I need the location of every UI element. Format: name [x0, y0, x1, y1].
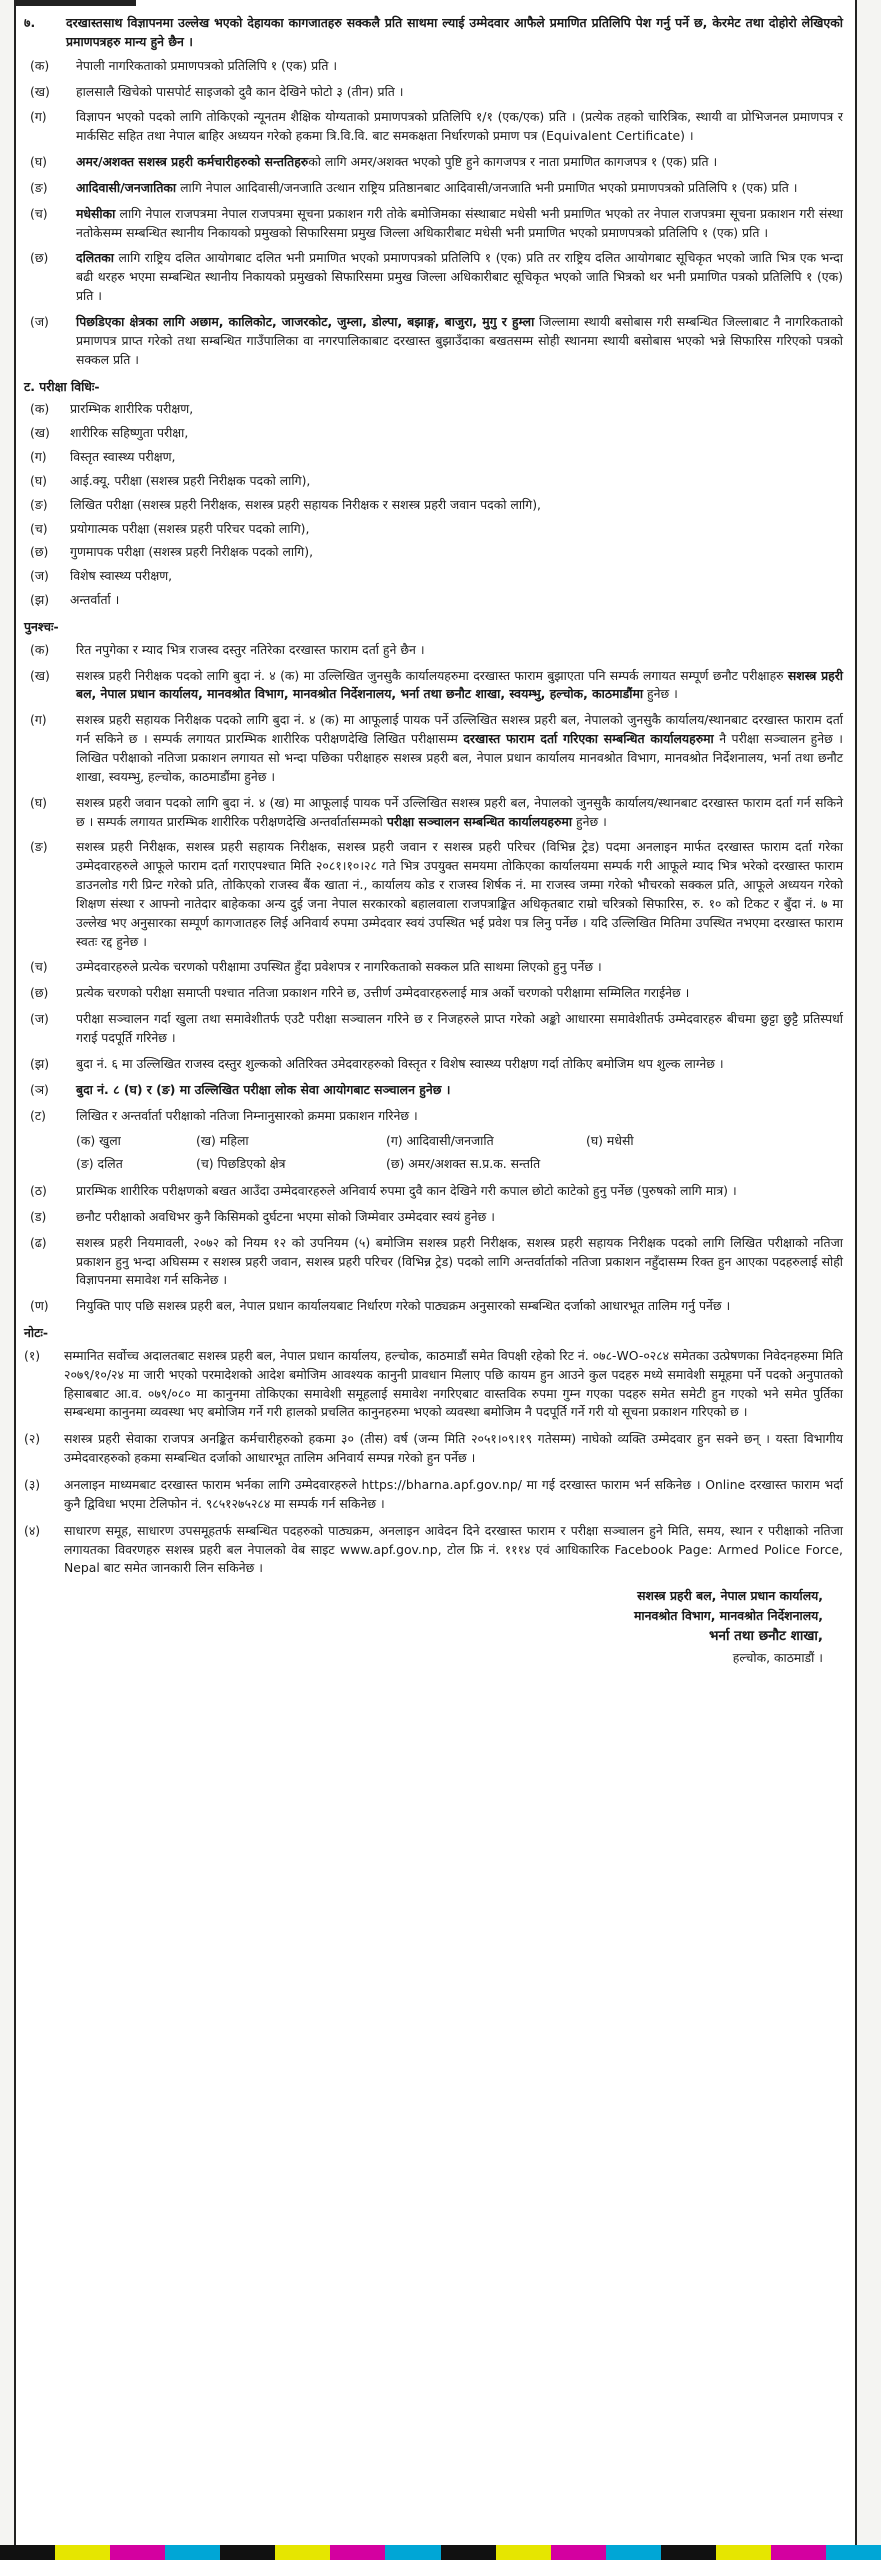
item-7-sub-label: (छ) — [30, 250, 49, 266]
exam-method-item-label: (क) — [30, 401, 50, 417]
item-7-sub-label: (ङ) — [30, 179, 48, 195]
postscript-item — [24, 1081, 843, 1100]
item-7-sub-text — [76, 57, 843, 76]
exam-method-item-label: (ज) — [30, 568, 49, 584]
postscript-item-plain: सशस्त्र प्रहरी निरीक्षक, सशस्त्र प्रहरी सहायक निरीक्षक, सशस्त्र प्रहरी जवान र सशस्त्र प्रहरी परिचर (विभिन्न ट्रेड) पदमा अनलाइन मार्फत दरखास्त फाराम दर्ता गरेका उम्मेदवारहरुले आफूले फाराम दर्ता गराएपश्चात मिति २०८१।१०।२८ गते भित्र उपयुक्त समयमा तोकिएका कार्यालयमा सम्पर्क गरी आफूले म्याद भित्र भरेको दरखास्त फाराम डाउनलोड गरी प्रिन्ट गरेको प्रति, तोकिएको राजस्व बैंक खाता नं., कार्यालय कोड र राजस्व शिर्षक नं. मा राजस्व जम्मा गरेको भौचरको सक्कल प्रति, आफूले अध्ययन गरेको शिक्षण संस्था र आफ्नो नातेदार बाहेकका अन्य दुई जना नेपाल सरकारको बहालवाला राजपत्राङ्कित अधिकृतबाट राम्रो चरित्रको सिफारिस, रु. १० को टिकट र बुँदा नं. ७ मा उल्लेख भए अनुसारका सम्पूर्ण कागजातहरु लिई अनिवार्य रुपमा उम्मेदवार स्वयं उपस्थित भई प्रवेश पत्र लिनु पर्नेछ । यदि उल्लिखित मितिमा उपस्थित नभएमा दरखास्त फाराम स्वतः रद्द हुनेछ । — [76, 839, 843, 949]
note-item-label: (२) — [24, 1431, 41, 1447]
exam-method-item-plain: शारीरिक सहिष्णुता परीक्षा, — [70, 425, 189, 441]
item-7-sub-plain: जिल्लामा स्थायी बसोबास गरी सम्बन्धित जिल्लाबाट नै नागरिकताको प्रमाणपत्र प्राप्त गरेको तथा सम्बन्धित गाउँपालिका वा नगरपालिकाबाट दरखास्त बुझाउँदाका बखतसम्म सोही स्थानमा स्थायी बसोबास भएको भन्ने सिफारिस गरिएको पत्रको सक्कल प्रति । — [76, 313, 843, 367]
item-7-sub-plain: लागि राष्ट्रिय दलित आयोगबाट दलित भनी प्रमाणित भएको प्रमाणपत्रको प्रतिलिपि १ (एक) प्रति तर राष्ट्रिय दलित आयोगबाट सूचिकृत भएको जाति भित्र एक भन्दा बढी थरहरु भएमा सम्बन्धित स्थानीय निकायको प्रमुखको सिफारिसमा प्रमुख जिल्ला अधिकारीबाट सूचिकृत भएको जाति भित्रको थर भनी प्रमाणित पत्रको प्रतिलिपि १ (एक) प्रति । — [76, 250, 843, 304]
postscript-item-label: (ड) — [30, 1208, 47, 1224]
item-7-sub-text — [76, 83, 843, 102]
exam-method-item-plain: लिखित परीक्षा (सशस्त्र प्रहरी निरीक्षक, सशस्त्र प्रहरी सहायक निरीक्षक र सशस्त्र प्रहरी जवान पदको लागि), — [70, 496, 541, 512]
exam-method-item — [24, 591, 843, 610]
item-7-sub — [24, 249, 843, 306]
note-item — [24, 1522, 843, 1579]
postscript-item-text — [76, 1010, 843, 1048]
item-7-sub-bold: पिछडिएका क्षेत्रका लागि अछाम, कालिकोट, जाजरकोट, जुम्ला, डोल्पा, बझाङ्ग, बाजुरा, मुगु र हुम्ला — [76, 313, 535, 329]
exam-method-item-plain: अन्तर्वार्ता । — [70, 592, 120, 608]
postscript-item-label: (ढ) — [30, 1234, 47, 1250]
note-item-text — [64, 1347, 843, 1422]
postscript-item — [24, 1055, 843, 1074]
postscript-item — [24, 641, 843, 660]
exam-method-item-text — [70, 567, 172, 586]
exam-method-item-text — [70, 543, 313, 562]
exam-method-item — [24, 567, 843, 586]
postscript-item — [24, 958, 843, 977]
exam-method-item-plain: आई.क्यू. परीक्षा (सशस्त्र प्रहरी निरीक्षक पदको लागि), — [70, 472, 311, 488]
item-7-sub-plain: को लागि अमर/अशक्त भएको पुष्टि हुने कागजपत्र र नाता प्रमाणित कागजपत्र १ (एक) प्रति । — [308, 154, 718, 170]
note-item-text — [64, 1476, 843, 1514]
item-7-sub-text — [76, 153, 843, 172]
postscript-item-plain: सशस्त्र प्रहरी निरीक्षक पदको लागि बुदा नं. ४ (क) मा उल्लिखित जुनसुकै कार्यालयहरुमा दरखास्त फाराम बुझाएता पनि सम्पर्क लगायत सम्पूर्ण छनौट परीक्षाहरु — [76, 667, 788, 683]
item-7-sub-bold: आदिवासी/जनजातिका — [76, 179, 177, 195]
postscript-item-label: (क) — [30, 641, 50, 657]
signature-line-1: सशस्त्र प्रहरी बल, नेपाल प्रधान कार्यालय, — [637, 1588, 823, 1604]
postscript-item — [24, 1182, 843, 1201]
exam-method-item-plain: प्रारम्भिक शारीरिक परीक्षण, — [70, 401, 194, 417]
signature-block — [24, 1586, 843, 1667]
postscript-item-plain: सशस्त्र प्रहरी नियमावली, २०७२ को नियम १२ को उपनियम (५) बमोजिम सशस्त्र प्रहरी निरीक्षक, सशस्त्र प्रहरी सहायक निरीक्षक पदको लागि लिखित परीक्षाको नतिजा प्रकाशन हुनु भन्दा अघिसम्म र सशस्त्र प्रहरी जवान, सशस्त्र प्रहरी परिचर (विभिन्न ट्रेड) पदको लागि अन्तर्वार्ताको नतिजा प्रकाशन नहुँदासम्म रिक्त हुन आएका पदहरुलाई सोही विज्ञापनमा समावेश गर्न सकिनेछ । — [76, 1234, 843, 1288]
postscript-item — [24, 1107, 843, 1126]
postscript-item-text — [76, 667, 843, 705]
item-7-sub-plain: विज्ञापन भएको पदको लागि तोकिएको न्यूनतम शैक्षिक योग्यताको प्रमाणपत्रको प्रतिलिपि १/१ (एक/एक) प्रति । (प्रत्येक तहको चारित्रिक, स्थायी वा प्रोभिजनल प्रमाणपत्र र मार्कसिट सहित तथा नेपाल बाहिर अध्ययन गरेको हकमा त्रि.वि.वि. बाट समकक्षता निर्धारणको प्रमाण पत्र (Equivalent Certificate) । — [76, 109, 843, 144]
category-cell: (ग) आदिवासी/जनजाति — [386, 1133, 494, 1149]
exam-method-item-label: (ख) — [30, 425, 50, 441]
item-7-list — [24, 57, 843, 370]
postscript-item — [24, 1234, 843, 1291]
postscript-item-text — [76, 641, 843, 660]
exam-method-item-plain: गुणमापक परीक्षा (सशस्त्र प्रहरी निरीक्षक पदको लागि), — [70, 544, 314, 560]
item-7-sub-text — [76, 108, 843, 146]
item-7-sub-label: (घ) — [30, 154, 47, 170]
item-7-number: ७. — [24, 15, 36, 30]
exam-method-item-text — [70, 496, 541, 515]
note-item-text — [64, 1430, 843, 1468]
category-cell: (च) पिछडिएको क्षेत्र — [196, 1156, 286, 1172]
category-order-grid — [76, 1132, 843, 1174]
item-7-sub-label: (क) — [30, 57, 50, 73]
exam-method-item — [24, 472, 843, 491]
postscript-item-plain: उम्मेदवारहरुले प्रत्येक चरणको परीक्षामा उपस्थित हुँदा प्रवेशपत्र र नागरिकताको सक्कल प्रति साथमा लिएको हुनु पर्नेछ । — [76, 959, 602, 975]
section-exam-method-heading: ट. परीक्षा विधिः- — [24, 378, 100, 394]
color-calibration-strip — [0, 2545, 881, 2560]
postscript-item-plain: सशस्त्र प्रहरी सहायक निरीक्षक पदको लागि बुदा नं. ४ (क) मा आफूलाई पायक पर्ने उल्लिखित सशस्त्र प्रहरी बल, नेपालको जुनसुकै कार्यालय/स्थानबाट दरखास्त फाराम दर्ता गर्न सकिने छ । सम्पर्क लगायत प्रारम्भिक शारीरिक परीक्षणदेखि लिखित परीक्षासम्म — [76, 712, 843, 747]
postscript-item-text — [76, 1055, 843, 1074]
exam-method-item-label: (ग) — [30, 449, 47, 465]
note-item-label: (१) — [24, 1347, 41, 1363]
category-cell: (घ) मधेसी — [586, 1133, 634, 1149]
exam-method-item-plain: विस्तृत स्वास्थ्य परीक्षण, — [70, 449, 176, 465]
top-edge-mark — [16, 0, 136, 6]
exam-method-item-label: (ङ) — [30, 496, 48, 512]
postscript-item-plain: नियुक्ति पाए पछि सशस्त्र प्रहरी बल, नेपाल प्रधान कार्यालयबाट निर्धारण गरेको पाठ्यक्रम अनुसारको सम्बन्धित दर्जाको आधारभूत तालिम गर्नु पर्नेछ । — [76, 1298, 731, 1314]
note-item-plain: साधारण समूह, साधारण उपसमूहतर्फ सम्बन्धित पदहरुको पाठ्यक्रम, अनलाइन आवेदन दिने दरखास्त फाराम र परीक्षा सञ्चालन हुने मिति, समय, स्थान र परीक्षाको नतिजा लगायतका विवरणहरु सशस्त्र प्रहरी बल नेपालको वेब साइट www.apf.gov.np, टोल फ्रि नं. १११४ एवं आधिकारिक Facebook Page: Armed Police Force, Nepal बाट समेत जानकारी लिन सकिनेछ । — [64, 1522, 843, 1576]
exam-method-item — [24, 448, 843, 467]
postscript-item-tail: नै परीक्षा सञ्चालन हुनेछ । लिखित परीक्षाको नतिजा प्रकाशन लगायत सो भन्दा पछिका परीक्षाहरु सशस्त्र प्रहरी बल, नेपाल प्रधान कार्यालय मानवश्रोत विभाग, मानवश्रोत निर्देशनालय, भर्ना तथा छनौट शाखा, स्वयम्भु, हल्चोक, काठमाडौंमा हुनेछ । — [76, 731, 843, 784]
exam-method-item-label: (झ) — [30, 592, 50, 608]
note-item — [24, 1430, 843, 1468]
postscript-item-tail: हुनेछ । — [643, 686, 678, 702]
postscript-item — [24, 711, 843, 786]
item-7 — [24, 14, 843, 52]
item-7-sub-text — [76, 205, 843, 243]
postscript-item-bold: बुदा नं. ८ (घ) र (ङ) मा उल्लिखित परीक्षा लोक सेवा आयोगबाट सञ्चालन हुनेछ । — [76, 1081, 451, 1097]
postscript-item-plain: सशस्त्र प्रहरी जवान पदको लागि बुदा नं. ४ (ख) मा आफूलाई पायक पर्ने उल्लिखित सशस्त्र प्रहरी बल, नेपालको जुनसुकै कार्यालय/स्थानबाट दरखास्त फाराम दर्ता गर्न सकिने छ । सम्पर्क लगायत प्रारम्भिक शारीरिक परीक्षणदेखि अन्तर्वार्तासम्मको — [76, 794, 843, 829]
postscript-item-text — [76, 794, 843, 832]
postscript-item-label: (ङ) — [30, 839, 48, 855]
exam-method-item-plain: प्रयोगात्मक परीक्षा (सशस्त्र प्रहरी परिचर पदको लागि), — [70, 520, 310, 536]
item-7-sub-plain: नेपाली नागरिकताको प्रमाणपत्रको प्रतिलिपि १ (एक) प्रति । — [76, 57, 338, 73]
category-cell: (ङ) दलित — [76, 1156, 123, 1172]
exam-method-item-text — [70, 520, 309, 539]
section-postscript-heading: पुनश्चः- — [24, 618, 59, 634]
postscript-item-label: (घ) — [30, 794, 47, 810]
item-7-sub-label: (ज) — [30, 313, 49, 329]
postscript-item-plain: लिखित र अन्तर्वार्ता परीक्षाको नतिजा निम्नानुसारको क्रममा प्रकाशन गरिनेछ । — [76, 1107, 418, 1123]
item-7-lead: दरखास्तसाथ विज्ञापनमा उल्लेख भएको देहायका कागजातहरु सक्कलै प्रति साथमा ल्याई उम्मेदवार आफैले प्रमाणित प्रतिलिपि पेश गर्नु पर्ने छ, केरमेट तथा दोहोरो लेखिएको प्रमाणपत्रहरु मान्य हुने छैन । — [66, 15, 843, 49]
item-7-sub — [24, 57, 843, 76]
item-7-sub-plain: हालसालै खिचेको पासपोर्ट साइजको दुवै कान देखिने फोटो ३ (तीन) प्रति । — [76, 83, 404, 99]
exam-method-item — [24, 496, 843, 515]
postscript-item-text — [76, 838, 843, 951]
exam-method-item-text — [70, 591, 119, 610]
signature-line-4: हल्चोक, काठमाडौं । — [732, 1649, 823, 1665]
postscript-item-label: (ण) — [30, 1298, 49, 1314]
postscript-item-label: (झ) — [30, 1055, 50, 1071]
note-item-text — [64, 1522, 843, 1579]
category-cell — [586, 1155, 736, 1174]
section-postscript-list — [24, 641, 843, 1126]
exam-method-item-label: (घ) — [30, 472, 47, 488]
postscript-item-text — [76, 711, 843, 786]
item-7-sub-bold: दलितका — [76, 250, 114, 266]
postscript-item-label: (ग) — [30, 712, 47, 728]
postscript-item-text — [76, 958, 843, 977]
item-7-sub-bold: अमर/अशक्त सशस्त्र प्रहरी कर्मचारीहरुको सन्ततिहरु — [76, 154, 309, 170]
postscript-item-text — [76, 1081, 843, 1100]
exam-method-item — [24, 400, 843, 419]
postscript-item-tail: हुनेछ । — [572, 813, 607, 829]
postscript-item-bold: परीक्षा सञ्चालन सम्बन्धित कार्यालयहरुमा — [386, 813, 573, 829]
postscript-item-plain: प्रारम्भिक शारीरिक परीक्षणको बखत आउँदा उम्मेदवारहरुले अनिवार्य रुपमा दुवै कान देखिने गरी कपाल छोटो काटेको हुनु पर्नेछ (पुरुषको लागि मात्र) । — [76, 1183, 737, 1199]
document-page — [14, 0, 857, 2545]
postscript-item-plain: परीक्षा सञ्चालन गर्दा खुला तथा समावेशीतर्फ एउटै परीक्षा सञ्चालन गरिने छ र निजहरुले प्राप्त गरेको अङ्को आधारमा समावेशीतर्फ उम्मेदवारहरु बीचमा छुट्टा छुट्टै प्रतिस्पर्धा गराई पदपूर्ति गरिनेछ । — [76, 1011, 843, 1045]
note-item-label: (३) — [24, 1477, 41, 1492]
exam-method-item — [24, 520, 843, 539]
exam-method-item — [24, 543, 843, 562]
postscript-item-label: (च) — [30, 959, 48, 975]
exam-method-item-text — [70, 472, 310, 491]
note-item-plain: सम्मानित सर्वोच्च अदालतबाट सशस्त्र प्रहरी बल, नेपाल प्रधान कार्यालय, हल्चोक, काठमाडौं समेत विपक्षी रहेको रिट नं. ०७८-WO-०२८४ समेतका उत्प्रेषणका निवेदनहरुमा मिति २०७९/१०/२४ मा जारी भएको परमादेशको आदेश बमोजिम आवश्यक कानुनी प्रावधान मिलाए पछि कायम हुन आउने कुल पदहरु मध्ये समावेशी समूहमा पर्ने पदको अनुपातको हिसाबबाट आ.व. ०७९/०८० मा कानुनमा तोकिएका समावेशी समूहलाई समावेश नगरिएबाट वास्तविक रुपमा गुम्न गएका पदहरु समेत समेटी हुन गएको भने समेत पुर्तिका सम्बन्धमा कानुनमा व्यवस्था भए बमोजिम गर्ने गरी हालको प्रचलित कानुनहरुमा भएको व्यवस्था बमोजिम नै पदपूर्ति गर्ने गरी यो सूचना प्रकाशन गरिएको छ । — [64, 1347, 843, 1420]
exam-method-item-text — [70, 448, 175, 467]
postscript-item-text — [76, 1297, 843, 1316]
postscript-item-label: (ख) — [30, 667, 50, 683]
item-7-sub — [24, 205, 843, 243]
postscript-item — [24, 984, 843, 1003]
postscript-item — [24, 667, 843, 705]
notes-list — [24, 1347, 843, 1578]
note-item-plain: सशस्त्र प्रहरी सेवाका राजपत्र अनङ्कित कर्मचारीहरुको हकमा ३० (तीस) वर्ष (जन्म मिति २०५१।०९।१९ गतेसम्म) नाघेको व्यक्ति उम्मेदवार हुन सक्ने छन् । यस्ता विभागीय उम्मेदवारहरुको हकमा सम्बन्धित दर्जाको आधारभूत तालिम अनिवार्य सम्पन्न गरेको हुन पर्नेछ । — [64, 1431, 843, 1466]
postscript-item — [24, 1297, 843, 1316]
item-7-sub-plain: लागि नेपाल आदिवासी/जनजाति उत्थान राष्ट्रिय प्रतिष्ठानबाट आदिवासी/जनजाति भनी प्रमाणित भएको प्रमाणपत्रको प्रतिलिपि १ (एक) प्रति । — [176, 179, 798, 195]
exam-method-item-plain: विशेष स्वास्थ्य परीक्षण, — [70, 568, 173, 584]
note-item-label: (४) — [24, 1522, 41, 1538]
category-cell: (ख) महिला — [196, 1133, 249, 1149]
item-7-sub-bold: मधेसीका — [76, 205, 116, 221]
category-cell: (क) खुला — [76, 1133, 121, 1149]
postscript-item-label: (ठ) — [30, 1183, 47, 1199]
exam-method-item-text — [70, 424, 188, 443]
postscript-item-label: (ज) — [30, 1011, 49, 1027]
category-cell: (छ) अमर/अशक्त स.प्र.क. सन्तति — [386, 1156, 541, 1172]
section-exam-method-list — [24, 400, 843, 610]
postscript-item-label: (ट) — [30, 1107, 46, 1123]
postscript-item — [24, 1010, 843, 1048]
postscript-item-text — [76, 1107, 843, 1126]
notes-heading: नोटः- — [24, 1325, 48, 1341]
postscript-item — [24, 794, 843, 832]
item-7-sub — [24, 179, 843, 198]
item-7-sub-label: (च) — [30, 205, 48, 221]
postscript-item-bold: दरखास्त फाराम दर्ता गरिएका सम्बन्धित कार्यालयहरुमा — [463, 731, 714, 747]
item-7-sub-plain: लागि नेपाल राजपत्रमा नेपाल राजपत्रमा सूचना प्रकाशन गरी तोके बमोजिमका संस्थाबाट मधेसी भनी प्रमाणित भएको तर नेपाल राजपत्रमा सूचना प्रकाशन गरी संस्था नतोकेसम्म सम्बन्धित स्थानीय निकायको प्रमुखको सिफारिसमा प्रमुख जिल्ला अधिकारीबाट मधेसी भनी प्रमाणित भएको प्रमाणपत्रको प्रतिलिपि १ (एक) प्रति । — [76, 205, 843, 240]
item-7-sub-text — [76, 249, 843, 306]
note-item — [24, 1347, 843, 1422]
note-item-plain: अनलाइन माध्यमबाट दरखास्त फाराम भर्नका लागि उम्मेदवारहरुले https://bharna.apf.gov.np/ मा गई दरखास्त फाराम भर्न सकिनेछ । Online दरखास्त फाराम भर्दा कुनै द्विविधा भएमा टेलिफोन नं. ९८५१२७५२८४ मा सम्पर्क गर्न सकिनेछ । — [64, 1477, 843, 1511]
section-postscript-list-2 — [24, 1182, 843, 1316]
item-7-sub — [24, 313, 843, 370]
postscript-item-plain: रित नपुगेका र म्याद भित्र राजस्व दस्तुर नतिरेका दरखास्त फाराम दर्ता हुने छैन । — [76, 641, 425, 657]
postscript-item — [24, 838, 843, 951]
item-7-sub-text — [76, 313, 843, 370]
postscript-item-plain: छनौट परीक्षाको अवधिभर कुनै किसिमको दुर्घटना भएमा सोको जिम्मेवार उम्मेदवार स्वयं हुनेछ । — [76, 1208, 496, 1224]
exam-method-item — [24, 424, 843, 443]
postscript-item-text — [76, 1208, 843, 1227]
postscript-item-bold: सशस्त्र प्रहरी बल, नेपाल प्रधान कार्यालय, मानवश्रोत विभाग, मानवश्रोत निर्देशनालय, भर्ना तथा छनौट शाखा, स्वयम्भु, हल्चोक, काठमाडौंमा — [76, 667, 843, 702]
item-7-sub-text — [76, 179, 843, 198]
postscript-item-plain: बुदा नं. ६ मा उल्लिखित राजस्व दस्तुर शुल्कको अतिरिक्त उमेदवारहरुको विस्तृत र विशेष स्वास्थ्य परीक्षण गर्दा तोकिए बमोजिम थप शुल्क लाग्नेछ । — [76, 1055, 724, 1071]
exam-method-item-text — [70, 400, 193, 419]
postscript-item-text — [76, 1182, 843, 1201]
postscript-item-label: (छ) — [30, 985, 49, 1001]
item-7-sub — [24, 83, 843, 102]
item-7-sub-label: (ग) — [30, 109, 47, 125]
postscript-item-text — [76, 984, 843, 1003]
item-7-sub-label: (ख) — [30, 83, 50, 99]
signature-line-3: भर्ना तथा छनौट शाखा, — [709, 1627, 823, 1644]
postscript-item-text — [76, 1234, 843, 1291]
item-7-sub — [24, 153, 843, 172]
signature-line-2: मानवश्रोत विभाग, मानवश्रोत निर्देशनालय, — [634, 1608, 823, 1624]
postscript-item-label: (ञ) — [30, 1081, 49, 1097]
exam-method-item-label: (छ) — [30, 544, 49, 560]
postscript-item-plain: प्रत्येक चरणको परीक्षा समाप्ती पश्चात नतिजा प्रकाशन गरिने छ, उत्तीर्ण उम्मेदवारहरुलाई मात्र अर्को चरणको परीक्षामा सम्मिलित गराईनेछ । — [76, 985, 690, 1001]
item-7-sub — [24, 108, 843, 146]
note-item — [24, 1476, 843, 1514]
exam-method-item-label: (च) — [30, 520, 48, 536]
postscript-item — [24, 1208, 843, 1227]
